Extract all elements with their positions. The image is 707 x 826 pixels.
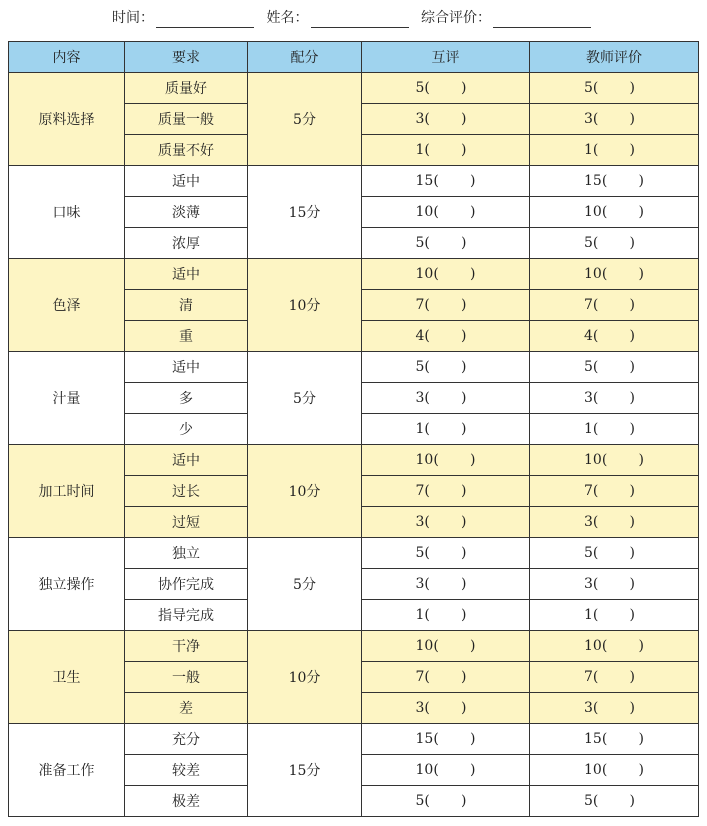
- peer-score-blank[interactable]: ( ): [424, 142, 467, 158]
- peer-score-cell[interactable]: [362, 352, 530, 383]
- item-cell: 口味: [9, 166, 125, 259]
- col-header-requirement: 要求: [125, 42, 248, 73]
- peer-score-blank[interactable]: ( ): [424, 576, 467, 592]
- requirement-cell: 过短: [125, 507, 248, 538]
- requirement-cell: 过长: [125, 476, 248, 507]
- teacher-score-blank[interactable]: ( ): [592, 297, 635, 313]
- name-blank[interactable]: [311, 13, 409, 28]
- teacher-score-value: 10: [584, 452, 602, 468]
- item-cell: 准备工作: [9, 724, 125, 817]
- teacher-score-value: 3: [584, 576, 593, 592]
- item-cell: 卫生: [9, 631, 125, 724]
- peer-score-value: 3: [415, 514, 425, 530]
- peer-score-slot: [416, 297, 476, 313]
- item-cell: 色泽: [9, 259, 125, 352]
- teacher-score-cell[interactable]: [530, 538, 699, 569]
- points-cell: 10分: [248, 631, 362, 724]
- teacher-score-blank[interactable]: ( ): [592, 793, 635, 809]
- peer-score-slot: [416, 576, 476, 592]
- col-header-item: 内容: [9, 42, 125, 73]
- points-cell: 10分: [248, 259, 362, 352]
- eval-field: [421, 8, 595, 28]
- peer-score-value: 5: [415, 793, 425, 809]
- peer-score-value: 3: [415, 390, 425, 406]
- requirement-cell: 差: [125, 693, 248, 724]
- peer-score-blank[interactable]: ( ): [424, 111, 467, 127]
- time-label: 时间：: [112, 10, 155, 26]
- teacher-score-slot: [584, 297, 644, 313]
- requirement-cell: 适中: [125, 352, 248, 383]
- requirement-cell: 一般: [125, 662, 248, 693]
- teacher-score-blank[interactable]: ( ): [592, 235, 635, 251]
- teacher-score-slot: [584, 607, 644, 623]
- peer-score-cell[interactable]: [362, 631, 530, 662]
- peer-score-cell[interactable]: [362, 228, 530, 259]
- teacher-score-cell[interactable]: [530, 631, 699, 662]
- points-cell: 5分: [248, 538, 362, 631]
- teacher-score-cell[interactable]: [530, 197, 699, 228]
- teacher-score-value: 10: [584, 762, 602, 778]
- table-row: [9, 73, 699, 104]
- requirement-cell: 独立: [125, 538, 248, 569]
- peer-score-cell[interactable]: [362, 104, 530, 135]
- peer-score-blank[interactable]: ( ): [433, 638, 476, 654]
- points-cell: 5分: [248, 73, 362, 166]
- requirement-cell: 质量好: [125, 73, 248, 104]
- teacher-score-value: 4: [584, 328, 593, 344]
- teacher-score-blank[interactable]: ( ): [601, 731, 644, 747]
- peer-score-slot: [416, 607, 476, 623]
- teacher-score-value: 5: [584, 793, 593, 809]
- teacher-score-cell[interactable]: [530, 73, 699, 104]
- peer-score-slot: [416, 266, 476, 282]
- peer-score-cell[interactable]: [362, 693, 530, 724]
- peer-score-value: 7: [415, 297, 425, 313]
- peer-score-value: 3: [415, 576, 425, 592]
- teacher-score-cell[interactable]: [530, 755, 699, 786]
- teacher-score-blank[interactable]: ( ): [592, 483, 635, 499]
- peer-score-value: 10: [415, 266, 434, 282]
- points-cell: 15分: [248, 724, 362, 817]
- teacher-score-slot: [584, 483, 644, 499]
- peer-score-slot: [416, 638, 476, 654]
- teacher-score-cell[interactable]: [530, 724, 699, 755]
- requirement-cell: 少: [125, 414, 248, 445]
- peer-score-blank[interactable]: ( ): [424, 297, 467, 313]
- peer-score-value: 7: [415, 669, 425, 685]
- teacher-score-cell[interactable]: [530, 321, 699, 352]
- points-cell: 15分: [248, 166, 362, 259]
- peer-score-value: 5: [415, 80, 425, 96]
- peer-score-slot: [416, 514, 476, 530]
- teacher-score-slot: [584, 762, 644, 778]
- peer-score-slot: [416, 204, 476, 220]
- table-row: [9, 352, 699, 383]
- requirement-cell: 协作完成: [125, 569, 248, 600]
- teacher-score-slot: [584, 514, 644, 530]
- peer-score-cell[interactable]: [362, 383, 530, 414]
- teacher-score-value: 1: [584, 421, 593, 437]
- teacher-score-cell[interactable]: [530, 104, 699, 135]
- peer-score-cell[interactable]: [362, 135, 530, 166]
- peer-score-value: 4: [415, 328, 425, 344]
- col-header-peer: 互评: [362, 42, 530, 73]
- teacher-score-slot: [584, 173, 644, 189]
- teacher-score-cell[interactable]: [530, 166, 699, 197]
- teacher-score-cell[interactable]: [530, 476, 699, 507]
- peer-score-value: 5: [415, 545, 425, 561]
- peer-score-blank[interactable]: ( ): [424, 421, 467, 437]
- peer-score-value: 10: [415, 452, 434, 468]
- teacher-score-blank[interactable]: ( ): [601, 638, 644, 654]
- peer-score-cell[interactable]: [362, 569, 530, 600]
- peer-score-value: 10: [415, 204, 434, 220]
- teacher-score-slot: [584, 204, 644, 220]
- peer-score-blank[interactable]: ( ): [424, 514, 467, 530]
- teacher-score-blank[interactable]: ( ): [601, 762, 644, 778]
- peer-score-value: 15: [415, 173, 434, 189]
- teacher-score-blank[interactable]: ( ): [592, 142, 635, 158]
- time-field: [112, 8, 258, 28]
- points-cell: 5分: [248, 352, 362, 445]
- peer-score-cell[interactable]: [362, 197, 530, 228]
- teacher-score-cell[interactable]: [530, 569, 699, 600]
- item-cell: 原料选择: [9, 73, 125, 166]
- teacher-score-blank[interactable]: ( ): [592, 514, 635, 530]
- form-header: [0, 8, 707, 28]
- requirement-cell: 淡薄: [125, 197, 248, 228]
- peer-score-value: 10: [415, 638, 434, 654]
- teacher-score-cell[interactable]: [530, 383, 699, 414]
- requirement-cell: 极差: [125, 786, 248, 817]
- peer-score-cell[interactable]: [362, 166, 530, 197]
- peer-score-slot: [416, 762, 476, 778]
- peer-score-blank[interactable]: ( ): [424, 545, 467, 561]
- time-blank[interactable]: [156, 13, 254, 28]
- requirement-cell: 干净: [125, 631, 248, 662]
- teacher-score-cell[interactable]: [530, 600, 699, 631]
- teacher-score-slot: [584, 390, 644, 406]
- requirement-cell: 质量不好: [125, 135, 248, 166]
- peer-score-blank[interactable]: ( ): [424, 80, 467, 96]
- peer-score-slot: [416, 328, 476, 344]
- teacher-score-value: 15: [584, 173, 602, 189]
- teacher-score-slot: [584, 111, 644, 127]
- peer-score-cell[interactable]: [362, 414, 530, 445]
- peer-score-slot: [416, 142, 476, 158]
- teacher-score-slot: [584, 142, 644, 158]
- peer-score-blank[interactable]: ( ): [424, 793, 467, 809]
- peer-score-cell[interactable]: [362, 662, 530, 693]
- peer-score-cell[interactable]: [362, 445, 530, 476]
- peer-score-blank[interactable]: ( ): [424, 390, 467, 406]
- table-row: [9, 724, 699, 755]
- peer-score-cell[interactable]: [362, 538, 530, 569]
- requirement-cell: 质量一般: [125, 104, 248, 135]
- teacher-score-cell[interactable]: [530, 786, 699, 817]
- teacher-score-slot: [584, 452, 644, 468]
- teacher-score-slot: [584, 80, 644, 96]
- teacher-score-blank[interactable]: ( ): [592, 359, 635, 375]
- teacher-score-blank[interactable]: ( ): [601, 204, 644, 220]
- requirement-cell: 指导完成: [125, 600, 248, 631]
- name-field: [267, 8, 413, 28]
- peer-score-slot: [416, 669, 476, 685]
- table-row: [9, 259, 699, 290]
- teacher-score-blank[interactable]: ( ): [592, 390, 635, 406]
- teacher-score-cell[interactable]: [530, 228, 699, 259]
- requirement-cell: 适中: [125, 445, 248, 476]
- teacher-score-value: 10: [584, 266, 602, 282]
- peer-score-value: 1: [415, 421, 425, 437]
- teacher-score-value: 5: [584, 545, 593, 561]
- teacher-score-blank[interactable]: ( ): [601, 266, 644, 282]
- item-cell: 独立操作: [9, 538, 125, 631]
- teacher-score-value: 3: [584, 514, 593, 530]
- peer-score-slot: [416, 80, 476, 96]
- peer-score-slot: [416, 235, 476, 251]
- teacher-score-slot: [584, 669, 644, 685]
- peer-score-cell[interactable]: [362, 600, 530, 631]
- peer-score-value: 1: [415, 142, 425, 158]
- teacher-score-value: 1: [584, 142, 593, 158]
- peer-score-blank[interactable]: ( ): [433, 266, 476, 282]
- peer-score-blank[interactable]: ( ): [433, 762, 476, 778]
- peer-score-cell[interactable]: [362, 724, 530, 755]
- requirement-cell: 清: [125, 290, 248, 321]
- teacher-score-slot: [584, 638, 644, 654]
- table-header-row: [9, 42, 699, 73]
- peer-score-value: 5: [415, 359, 425, 375]
- teacher-score-value: 10: [584, 638, 602, 654]
- teacher-score-slot: [584, 731, 644, 747]
- teacher-score-cell[interactable]: [530, 135, 699, 166]
- teacher-score-blank[interactable]: ( ): [592, 80, 635, 96]
- requirement-cell: 浓厚: [125, 228, 248, 259]
- teacher-score-value: 7: [584, 483, 593, 499]
- peer-score-slot: [416, 421, 476, 437]
- requirement-cell: 较差: [125, 755, 248, 786]
- requirement-cell: 适中: [125, 259, 248, 290]
- teacher-score-value: 15: [584, 731, 602, 747]
- teacher-score-value: 3: [584, 700, 593, 716]
- peer-score-slot: [416, 111, 476, 127]
- teacher-score-value: 5: [584, 235, 593, 251]
- teacher-score-blank[interactable]: ( ): [592, 328, 635, 344]
- peer-score-value: 5: [415, 235, 425, 251]
- teacher-score-slot: [584, 576, 644, 592]
- peer-score-value: 3: [415, 700, 425, 716]
- peer-score-cell[interactable]: [362, 73, 530, 104]
- teacher-score-blank[interactable]: ( ): [601, 452, 644, 468]
- teacher-score-slot: [584, 359, 644, 375]
- peer-score-cell[interactable]: [362, 507, 530, 538]
- teacher-score-slot: [584, 793, 644, 809]
- teacher-score-cell[interactable]: [530, 445, 699, 476]
- peer-score-cell[interactable]: [362, 476, 530, 507]
- peer-score-slot: [416, 452, 476, 468]
- teacher-score-cell[interactable]: [530, 259, 699, 290]
- table-row: [9, 538, 699, 569]
- peer-score-cell[interactable]: [362, 321, 530, 352]
- peer-score-cell[interactable]: [362, 755, 530, 786]
- peer-score-value: 3: [415, 111, 425, 127]
- peer-score-blank[interactable]: ( ): [424, 607, 467, 623]
- teacher-score-value: 10: [584, 204, 602, 220]
- teacher-score-cell[interactable]: [530, 352, 699, 383]
- peer-score-cell[interactable]: [362, 259, 530, 290]
- peer-score-blank[interactable]: ( ): [433, 452, 476, 468]
- peer-score-cell[interactable]: [362, 786, 530, 817]
- peer-score-blank[interactable]: ( ): [424, 669, 467, 685]
- name-label: 姓名：: [266, 10, 309, 26]
- peer-score-slot: [416, 700, 476, 716]
- peer-score-slot: [416, 173, 476, 189]
- teacher-score-blank[interactable]: ( ): [592, 545, 635, 561]
- teacher-score-cell[interactable]: [530, 662, 699, 693]
- peer-score-slot: [416, 483, 476, 499]
- table-row: [9, 166, 699, 197]
- requirement-cell: 多: [125, 383, 248, 414]
- peer-score-value: 10: [415, 762, 434, 778]
- item-cell: 汁量: [9, 352, 125, 445]
- teacher-score-value: 3: [584, 111, 593, 127]
- eval-blank[interactable]: [493, 13, 591, 28]
- points-cell: 10分: [248, 445, 362, 538]
- requirement-cell: 适中: [125, 166, 248, 197]
- teacher-score-value: 5: [584, 359, 593, 375]
- teacher-score-cell[interactable]: [530, 507, 699, 538]
- table-row: [9, 631, 699, 662]
- teacher-score-blank[interactable]: ( ): [592, 576, 635, 592]
- evaluation-table: [8, 41, 699, 817]
- teacher-score-cell[interactable]: [530, 414, 699, 445]
- teacher-score-blank[interactable]: ( ): [601, 173, 644, 189]
- peer-score-cell[interactable]: [362, 290, 530, 321]
- teacher-score-value: 5: [584, 80, 593, 96]
- teacher-score-blank[interactable]: ( ): [592, 669, 635, 685]
- teacher-score-slot: [584, 700, 644, 716]
- peer-score-slot: [416, 359, 476, 375]
- teacher-score-blank[interactable]: ( ): [592, 111, 635, 127]
- peer-score-slot: [416, 545, 476, 561]
- teacher-score-value: 3: [584, 390, 593, 406]
- col-header-teacher: 教师评价: [530, 42, 699, 73]
- peer-score-blank[interactable]: ( ): [433, 731, 476, 747]
- item-cell: 加工时间: [9, 445, 125, 538]
- peer-score-value: 1: [415, 607, 425, 623]
- requirement-cell: 充分: [125, 724, 248, 755]
- col-header-points: 配分: [248, 42, 362, 73]
- peer-score-value: 15: [415, 731, 434, 747]
- teacher-score-blank[interactable]: ( ): [592, 421, 635, 437]
- teacher-score-slot: [584, 328, 644, 344]
- peer-score-blank[interactable]: ( ): [424, 700, 467, 716]
- teacher-score-slot: [584, 421, 644, 437]
- peer-score-blank[interactable]: ( ): [424, 235, 467, 251]
- teacher-score-value: 7: [584, 297, 593, 313]
- requirement-cell: 重: [125, 321, 248, 352]
- table-row: [9, 445, 699, 476]
- teacher-score-value: 7: [584, 669, 593, 685]
- peer-score-value: 7: [415, 483, 425, 499]
- teacher-score-cell[interactable]: [530, 693, 699, 724]
- teacher-score-slot: [584, 545, 644, 561]
- peer-score-slot: [416, 390, 476, 406]
- peer-score-slot: [416, 793, 476, 809]
- peer-score-slot: [416, 731, 476, 747]
- teacher-score-slot: [584, 235, 644, 251]
- peer-score-blank[interactable]: ( ): [433, 173, 476, 189]
- teacher-score-blank[interactable]: ( ): [592, 700, 635, 716]
- teacher-score-value: 1: [584, 607, 593, 623]
- teacher-score-cell[interactable]: [530, 290, 699, 321]
- eval-label: 综合评价：: [420, 10, 491, 26]
- teacher-score-slot: [584, 266, 644, 282]
- table-body: [9, 73, 699, 817]
- teacher-score-blank[interactable]: ( ): [592, 607, 635, 623]
- peer-score-blank[interactable]: ( ): [424, 483, 467, 499]
- peer-score-blank[interactable]: ( ): [433, 204, 476, 220]
- peer-score-blank[interactable]: ( ): [424, 328, 467, 344]
- peer-score-blank[interactable]: ( ): [424, 359, 467, 375]
